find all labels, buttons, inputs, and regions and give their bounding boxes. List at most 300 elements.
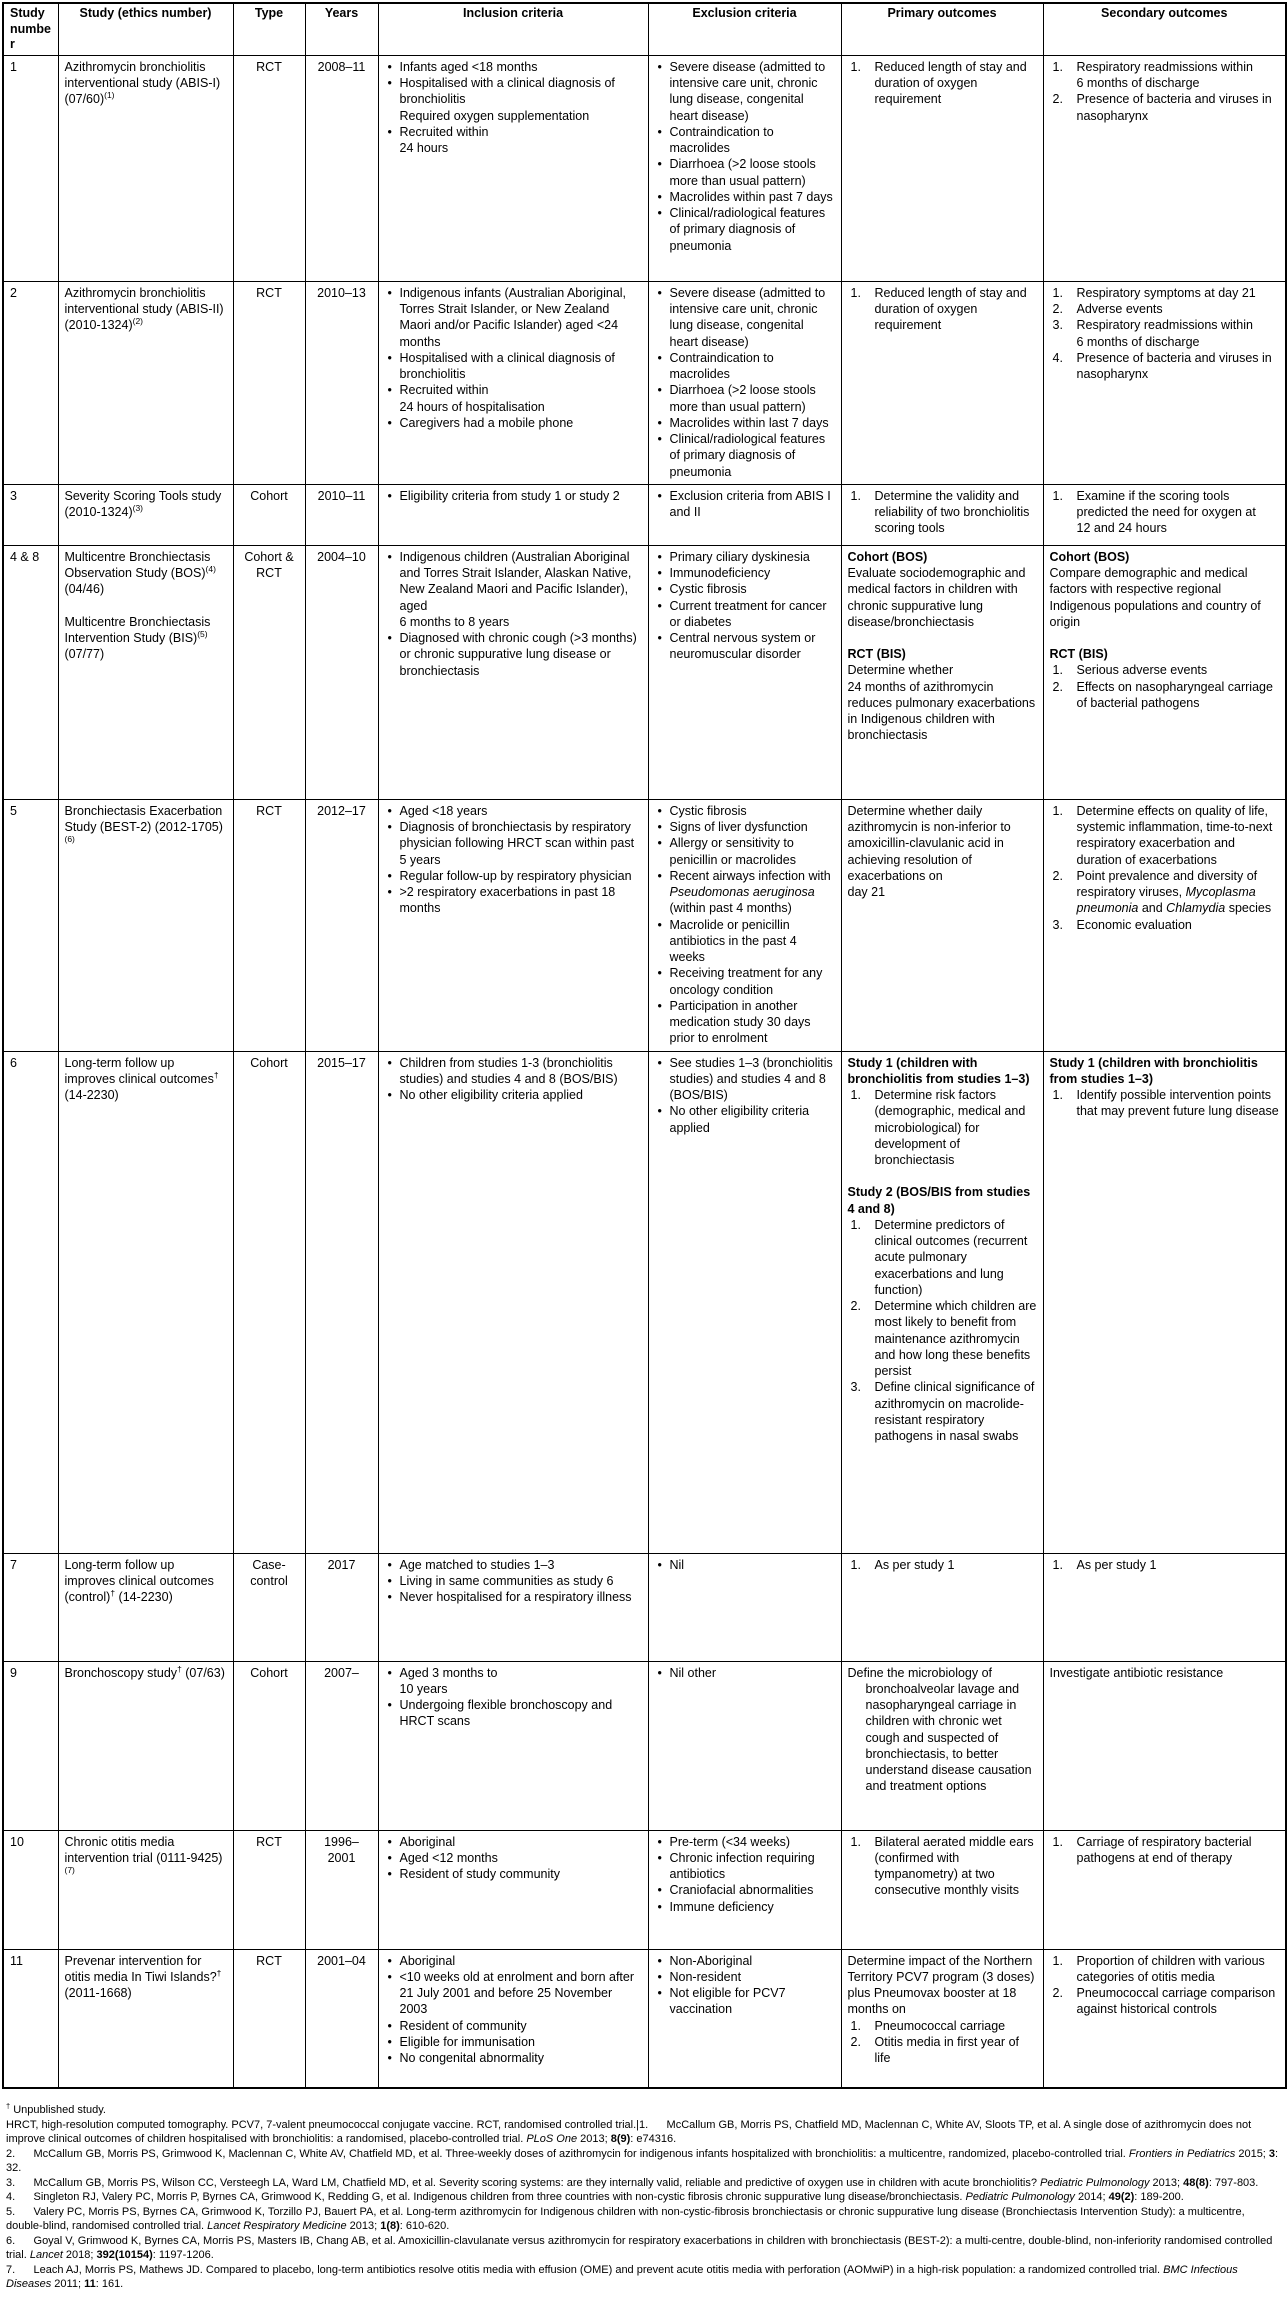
- outcome-block: [1050, 549, 1280, 630]
- numbered-item: Otitis media in first year of life: [874, 2034, 1019, 2066]
- text-line: 2010–11: [317, 488, 366, 503]
- block-heading: Study 2 (BOS/BIS from studies 4 and 8): [847, 1185, 1031, 1216]
- bullet-item: • Exclusion criteria from ABIS I and II: [655, 488, 835, 521]
- numbered-item: Respiratory symptoms at day 21: [1076, 285, 1256, 300]
- bullet-list: [385, 1055, 642, 1104]
- numbered-list: [848, 1217, 1037, 1445]
- bullet-item: • Eligibility criteria from study 1 or study 2: [385, 488, 642, 504]
- bullet-item: • No congenital abnormality: [385, 2050, 642, 2066]
- numbered-list: [1050, 488, 1280, 537]
- cell-exclusion: [648, 1949, 841, 2088]
- table-row: [3, 1661, 1286, 1830]
- block-heading: Study 1 (children with bronchiolitis from studies 1–3): [1049, 1055, 1258, 1086]
- column-header-primary: Primary outcomes: [841, 3, 1043, 55]
- text-line: 2017: [327, 1557, 356, 1572]
- bullet-list: [655, 1055, 835, 1136]
- bullet-list: [385, 803, 642, 917]
- bullet-item: • Regular follow-up by respiratory physician: [385, 868, 642, 884]
- numbered-list: [1050, 59, 1280, 124]
- text-line: 2010–13: [317, 285, 366, 300]
- bullet-item: • Craniofacial abnormalities: [655, 1882, 835, 1898]
- block-text: Determine whether 24 months of azithromycin reduces pulmonary exacerbations in Indigenous children with bronchiectasis: [847, 663, 1036, 743]
- bullet-item: • Living in same communities as study 6: [385, 1573, 642, 1589]
- cell-study-number: [3, 484, 58, 545]
- cell-secondary-outcomes: [1043, 545, 1286, 799]
- block-heading: Study 1 (children with bronchiolitis from studies 1–3): [847, 1055, 1030, 1086]
- bullet-item: • See studies 1–3 (bronchiolitis studies) and studies 4 and 8 (BOS/BIS): [655, 1055, 835, 1104]
- bullet-list: [385, 285, 642, 431]
- footnote-line: 5. Valery PC, Morris PS, Byrnes CA, Grimwood K, Torzillo PJ, Bauert PA, et al. Long-term azithromycin for Indigenous children with non-cystic-fibrosis bronchiectasis or chronic suppurative lung disease (Bronchiectasis Intervention Study): a multicentre, double-blind, randomised controlled trial. Lancet Respiratory Medicine 2013; 1(8): 610-620.: [6, 2205, 1245, 2233]
- cell-years: [305, 1830, 378, 1949]
- bullet-item: • Contraindication to macrolides: [655, 350, 835, 383]
- bullet-item: • Immunodeficiency: [655, 565, 835, 581]
- text-line: 9: [10, 1665, 17, 1680]
- bullet-item: • Resident of study community: [385, 1866, 642, 1882]
- bullet-item: • Aboriginal: [385, 1834, 642, 1850]
- text-line: 1996– 2001: [324, 1834, 359, 1865]
- bullet-item: • Indigenous children (Australian Aboriginal and Torres Strait Islander, Alaskan Native, New Zealand Maori and Pacific Islander), aged 6 months to 8 years: [385, 549, 642, 630]
- numbered-item: Determine which children are most likely to benefit from maintenance azithromycin and how long these benefits persist: [874, 1299, 1037, 1379]
- bullet-item: • Aboriginal: [385, 1953, 642, 1969]
- table-row: [3, 1949, 1286, 2088]
- bullet-list: [655, 488, 835, 521]
- bullet-list: [385, 1953, 642, 2067]
- bullet-list: [655, 1834, 835, 1915]
- numbered-list: [1050, 1953, 1280, 2018]
- bullet-item: • Non-resident: [655, 1969, 835, 1985]
- footnote-line: 4. Singleton RJ, Valery PC, Morris P, Byrnes CA, Grimwood K, Redding G, et al. Indigenous children from three countries with non-cystic fibrosis chronic suppurative lung disease/bronchiectasis. Pediatric Pulmonology 2014; 49(2): 189-200.: [6, 2191, 1184, 2204]
- text-line: 2012–17: [317, 803, 366, 818]
- cell-primary-outcomes: [841, 1949, 1043, 2088]
- bullet-item: • Receiving treatment for any oncology condition: [655, 965, 835, 998]
- cell-primary-outcomes: [841, 1553, 1043, 1661]
- paragraph: Multicentre Bronchiectasis Intervention Study (BIS)$^{(5)}$ (07/77): [64, 614, 211, 662]
- bullet-item: • Hospitalised with a clinical diagnosis of bronchiolitis Required oxygen supplementation: [385, 75, 642, 124]
- footnote-line: 2. McCallum GB, Morris PS, Grimwood K, Maclennan C, White AV, Chatfield MD, et al. Three-weekly doses of azithromycin for indigenous infants hospitalized with bronchiolitis: a multicentre, randomized, placebo-controlled trial. Frontiers in Pediatrics 2015; 3: 32.: [6, 2147, 1279, 2175]
- bullet-item: • Signs of liver dysfunction: [655, 819, 835, 835]
- column-header-exclusion: Exclusion criteria: [648, 3, 841, 55]
- text-line: 7: [10, 1557, 17, 1572]
- numbered-item: As per study 1: [1076, 1557, 1157, 1572]
- outcome-block: [848, 549, 1037, 630]
- cell-study-name: [58, 545, 233, 799]
- bullet-item: • Allergy or sensitivity to penicillin or macrolides: [655, 835, 835, 868]
- numbered-item: Determine predictors of clinical outcomes (recurrent acute pulmonary exacerbations and lung function): [874, 1217, 1028, 1297]
- cell-study-number: [3, 1830, 58, 1949]
- paragraph: Define the microbiology of bronchoalveolar lavage and nasopharyngeal carriage in children with chronic wet cough and suspected of bronchiectasis, to better understand disease causation and treatment options: [847, 1665, 1032, 1794]
- block-heading: Cohort (BOS): [847, 549, 928, 564]
- numbered-list: [1050, 1834, 1280, 1867]
- table-row: [3, 545, 1286, 799]
- table-row: [3, 1051, 1286, 1553]
- bullet-item: • >2 respiratory exacerbations in past 18 months: [385, 884, 642, 917]
- text-line: Long-term follow up improves clinical outcomes† (14-2230): [64, 1055, 219, 1103]
- text-line: 2001–04: [317, 1953, 366, 1968]
- bullet-item: • Aged <18 years: [385, 803, 642, 819]
- block-heading: RCT (BIS): [1049, 647, 1108, 662]
- bullet-item: • Diagnosed with chronic cough (>3 months) or chronic suppurative lung disease or bronchiectasis: [385, 630, 642, 679]
- cell-inclusion: [378, 281, 648, 484]
- footnote-line: 7. Leach AJ, Morris PS, Mathews JD. Compared to placebo, long-term antibiotics resolve otitis media with effusion (OME) and prevent acute otitis media with perforation (AOMwiP) in a high-risk population: a randomized controlled trial. BMC Infectious Diseases 2011; 11: 161.: [6, 2263, 1238, 2291]
- cell-study-number: [3, 1949, 58, 2088]
- numbered-item: Carriage of respiratory bacterial pathogens at end of therapy: [1076, 1834, 1252, 1865]
- cell-exclusion: [648, 1051, 841, 1553]
- cell-years: [305, 281, 378, 484]
- bullet-item: • Cystic fibrosis: [655, 581, 835, 597]
- block-heading: RCT (BIS): [847, 647, 906, 662]
- bullet-item: • Clinical/radiological features of primary diagnosis of pneumonia: [655, 205, 835, 254]
- numbered-item: Determine risk factors (demographic, medical and microbiological) for development of bronchiectasis: [874, 1088, 1026, 1168]
- bullet-item: • Hospitalised with a clinical diagnosis of bronchiolitis: [385, 350, 642, 383]
- cell-study-number: [3, 1051, 58, 1553]
- cell-secondary-outcomes: [1043, 1661, 1286, 1830]
- text-line: Cohort: [250, 1055, 288, 1070]
- numbered-list: [848, 59, 1037, 108]
- cell-inclusion: [378, 55, 648, 281]
- bullet-item: • Diagnosis of bronchiectasis by respiratory physician following HRCT scan within past 5 years: [385, 819, 642, 868]
- bullet-item: • Diarrhoea (>2 loose stools more than usual pattern): [655, 382, 835, 415]
- outcome-block: [848, 1055, 1037, 1169]
- cell-study-name: [58, 1661, 233, 1830]
- cell-study-name: [58, 1051, 233, 1553]
- bullet-list: [655, 59, 835, 254]
- cell-secondary-outcomes: [1043, 1949, 1286, 2088]
- cell-inclusion: [378, 545, 648, 799]
- column-header-years: Years: [305, 3, 378, 55]
- header-row: [3, 3, 1286, 55]
- text-line: 5: [10, 803, 17, 818]
- cell-exclusion: [648, 1553, 841, 1661]
- bullet-item: • Immune deficiency: [655, 1899, 835, 1915]
- numbered-item: Define clinical significance of azithromycin on macrolide-resistant respiratory pathogens in nasal swabs: [874, 1380, 1035, 1444]
- text-line: 10: [10, 1834, 24, 1849]
- bullet-list: [655, 803, 835, 1047]
- text-line: RCT: [256, 1834, 282, 1849]
- block-text: Evaluate sociodemographic and medical factors in children with chronic suppurative lung disease/bronchiectasis: [847, 566, 1026, 629]
- numbered-list: [848, 1087, 1037, 1168]
- cell-primary-outcomes: [841, 1830, 1043, 1949]
- bullet-item: • Children from studies 1-3 (bronchiolitis studies) and studies 4 and 8 (BOS/BIS): [385, 1055, 642, 1088]
- numbered-list: [848, 1557, 1037, 1573]
- cell-type: [233, 1553, 305, 1661]
- cell-exclusion: [648, 55, 841, 281]
- numbered-item: Presence of bacteria and viruses in nasopharynx: [1076, 92, 1272, 123]
- text-line: Cohort & RCT: [244, 549, 294, 581]
- numbered-item: Point prevalence and diversity of respiratory viruses, Mycoplasma pneumonia and Chlamydia species: [1076, 868, 1272, 916]
- numbered-item: As per study 1: [874, 1557, 955, 1572]
- text-line: RCT: [256, 1953, 282, 1968]
- cell-study-number: [3, 799, 58, 1051]
- text-line: Prevenar intervention for otitis media In Tiwi Islands?† (2011-1668): [64, 1953, 222, 2001]
- cell-inclusion: [378, 484, 648, 545]
- text-line: Azithromycin bronchiolitis interventional study (ABIS-II) (2010-1324)$^{(2)}$: [64, 285, 224, 333]
- cell-inclusion: [378, 799, 648, 1051]
- cell-inclusion: [378, 1553, 648, 1661]
- bullet-list: [385, 488, 642, 504]
- cell-years: [305, 55, 378, 281]
- cell-years: [305, 799, 378, 1051]
- footnote-line: † Unpublished study.: [6, 2101, 106, 2117]
- cell-secondary-outcomes: [1043, 55, 1286, 281]
- bullet-item: • Infants aged <18 months: [385, 59, 642, 75]
- bullet-item: • Pre-term (<34 weeks): [655, 1834, 835, 1850]
- numbered-item: Economic evaluation: [1076, 917, 1192, 932]
- bullet-item: • Aged <12 months: [385, 1850, 642, 1866]
- paragraph: Multicentre Bronchiectasis Observation Study (BOS)$^{(4)}$ (04/46): [64, 549, 216, 597]
- numbered-list: [848, 488, 1037, 537]
- text-line: 2004–10: [317, 549, 366, 564]
- cell-type: [233, 799, 305, 1051]
- cell-secondary-outcomes: [1043, 1553, 1286, 1661]
- bullet-list: [655, 1953, 835, 2018]
- text-line: 2008–11: [317, 59, 366, 74]
- bullet-item: • Current treatment for cancer or diabetes: [655, 598, 835, 631]
- cell-primary-outcomes: [841, 55, 1043, 281]
- cell-secondary-outcomes: [1043, 799, 1286, 1051]
- cell-study-number: [3, 1553, 58, 1661]
- bullet-item: • Recruited within 24 hours: [385, 124, 642, 157]
- numbered-list: [848, 285, 1037, 334]
- bullet-item: • Indigenous infants (Australian Aboriginal, Torres Strait Islander, or New Zealand Maori and/or Pacific Islander) aged <24 months: [385, 285, 642, 350]
- studies-table: [2, 2, 1287, 2089]
- cell-years: [305, 1553, 378, 1661]
- paragraph: Determine impact of the Northern Territory PCV7 program (3 doses) plus Pneumovax booster at 18 months on: [847, 1953, 1035, 2017]
- cell-type: [233, 1949, 305, 2088]
- cell-study-name: [58, 281, 233, 484]
- column-header-inclusion: Inclusion criteria: [378, 3, 648, 55]
- text-line: 3: [10, 488, 17, 503]
- outcome-block: [848, 646, 1037, 744]
- cell-type: [233, 545, 305, 799]
- cell-study-number: [3, 1661, 58, 1830]
- bullet-list: [655, 549, 835, 663]
- numbered-list: [1050, 662, 1280, 711]
- column-header-study: Study (ethics number): [58, 3, 233, 55]
- bullet-list: [385, 1557, 642, 1606]
- table-row: [3, 799, 1286, 1051]
- text-line: 2: [10, 285, 17, 300]
- cell-study-number: [3, 281, 58, 484]
- cell-study-name: [58, 799, 233, 1051]
- cell-inclusion: [378, 1661, 648, 1830]
- bullet-item: • Resident of community: [385, 2018, 642, 2034]
- bullet-item: • Primary ciliary dyskinesia: [655, 549, 835, 565]
- footnote-line: 6. Goyal V, Grimwood K, Byrnes CA, Morris PS, Masters IB, Chang AB, et al. Amoxicillin-clavulanate versus azithromycin for respiratory exacerbations in children with bronchiectasis (BEST-2): a multi-centre, double-blind, non-inferiority randomised controlled trial. Lancet 2018; 392(10154): 1197-1206.: [6, 2234, 1273, 2262]
- bullet-list: [385, 1834, 642, 1883]
- numbered-item: Reduced length of stay and duration of oxygen requirement: [874, 285, 1027, 333]
- block-text: Compare demographic and medical factors with respective regional Indigenous populations and country of origin: [1049, 566, 1261, 629]
- numbered-list: [1050, 803, 1280, 933]
- bullet-item: • Nil other: [655, 1665, 835, 1681]
- studies-table-body: [3, 55, 1286, 2088]
- numbered-list: [1050, 1557, 1280, 1573]
- table-row: [3, 1553, 1286, 1661]
- cell-primary-outcomes: [841, 545, 1043, 799]
- cell-exclusion: [648, 799, 841, 1051]
- numbered-item: Pneumococcal carriage comparison against historical controls: [1076, 1986, 1276, 2017]
- text-line: 4 & 8: [10, 549, 40, 564]
- bullet-item: • Clinical/radiological features of primary diagnosis of pneumonia: [655, 431, 835, 480]
- cell-exclusion: [648, 281, 841, 484]
- column-header-type: Type: [233, 3, 305, 55]
- bullet-list: [385, 1665, 642, 1730]
- numbered-item: Respiratory readmissions within 6 months of discharge: [1076, 59, 1253, 91]
- paragraph: Investigate antibiotic resistance: [1049, 1665, 1224, 1680]
- text-line: 6: [10, 1055, 17, 1070]
- text-line: RCT: [256, 803, 282, 818]
- cell-type: [233, 281, 305, 484]
- numbered-list: [848, 2018, 1037, 2067]
- bullet-item: • Aged 3 months to 10 years: [385, 1665, 642, 1698]
- cell-type: [233, 1830, 305, 1949]
- numbered-item: Presence of bacteria and viruses in nasopharynx: [1076, 350, 1272, 382]
- bullet-item: • Chronic infection requiring antibiotics: [655, 1850, 835, 1883]
- text-line: Severity Scoring Tools study (2010-1324)$^{(3)}$: [64, 488, 222, 520]
- cell-years: [305, 1051, 378, 1553]
- bullet-item: • Nil: [655, 1557, 835, 1573]
- cell-study-name: [58, 1949, 233, 2088]
- bullet-item: • Diarrhoea (>2 loose stools more than usual pattern): [655, 156, 835, 189]
- bullet-item: • Eligible for immunisation: [385, 2034, 642, 2050]
- text-line: Case-control: [250, 1557, 288, 1588]
- table-row: [3, 55, 1286, 281]
- numbered-item: Reduced length of stay and duration of oxygen requirement: [874, 59, 1027, 107]
- text-line: RCT: [256, 285, 282, 300]
- cell-exclusion: [648, 545, 841, 799]
- bullet-list: [385, 59, 642, 157]
- cell-study-name: [58, 484, 233, 545]
- numbered-item: Determine effects on quality of life, systemic inflammation, time-to-next respiratory exacerbation and duration of exacerbations: [1076, 803, 1273, 867]
- table-row: [3, 281, 1286, 484]
- numbered-item: Determine the validity and reliability of two bronchiolitis scoring tools: [874, 488, 1030, 536]
- numbered-item: Identify possible intervention points that may prevent future lung disease: [1076, 1088, 1279, 1119]
- outcome-block: [848, 1184, 1037, 1444]
- bullet-list: [655, 285, 835, 480]
- cell-study-number: [3, 545, 58, 799]
- cell-primary-outcomes: [841, 281, 1043, 484]
- text-line: 2007–: [324, 1665, 359, 1680]
- numbered-item: Bilateral aerated middle ears (confirmed with tympanometry) at two consecutive monthly visits: [874, 1834, 1034, 1898]
- numbered-item: Proportion of children with various categories of otitis media: [1076, 1953, 1265, 1984]
- bullet-list: [655, 1557, 835, 1573]
- text-line: Bronchiectasis Exacerbation Study (BEST-2) (2012-1705)$^{(6)}$: [64, 803, 223, 845]
- footnote-line: HRCT, high-resolution computed tomography. PCV7, 7-valent pneumococcal conjugate vaccine. RCT, randomised controlled trial.|1. McCallum GB, Morris PS, Chatfield MD, Maclennan C, White AV, Sloots TP, et al. A single dose of azithromycin does not improve clinical outcomes of children hospitalised with bronchiolitis: a randomised, placebo-controlled trial. PLoS One 2013; 8(9): e74316.: [6, 2118, 1252, 2146]
- numbered-list: [1050, 285, 1280, 383]
- text-line: 2015–17: [317, 1055, 366, 1070]
- column-header-study-number: Study number: [3, 3, 58, 55]
- cell-type: [233, 1051, 305, 1553]
- text-line: Cohort: [250, 488, 288, 503]
- table-row: [3, 484, 1286, 545]
- cell-secondary-outcomes: [1043, 1830, 1286, 1949]
- cell-secondary-outcomes: [1043, 484, 1286, 545]
- cell-inclusion: [378, 1830, 648, 1949]
- bullet-item: • Recent airways infection with Pseudomonas aeruginosa (within past 4 months): [655, 868, 835, 917]
- bullet-item: • Age matched to studies 1–3: [385, 1557, 642, 1573]
- numbered-item: Respiratory readmissions within 6 months of discharge: [1076, 318, 1253, 349]
- text-line: Bronchoscopy study† (07/63): [64, 1663, 225, 1680]
- cell-type: [233, 55, 305, 281]
- cell-years: [305, 1661, 378, 1830]
- text-line: Long-term follow up improves clinical outcomes (control)† (14-2230): [64, 1557, 214, 1605]
- bullet-item: • Caregivers had a mobile phone: [385, 415, 642, 431]
- cell-exclusion: [648, 1830, 841, 1949]
- text-line: Cohort: [250, 1665, 288, 1680]
- text-line: Chronic otitis media intervention trial (0111-9425)$^{(7)}$: [64, 1834, 223, 1875]
- cell-years: [305, 545, 378, 799]
- cell-study-name: [58, 1830, 233, 1949]
- cell-primary-outcomes: [841, 799, 1043, 1051]
- cell-study-name: [58, 55, 233, 281]
- paragraph: Determine whether daily azithromycin is non-inferior to amoxicillin-clavulanic acid in achieving resolution of exacerbations on day 21: [847, 803, 1011, 900]
- cell-inclusion: [378, 1051, 648, 1553]
- bullet-item: • Central nervous system or neuromuscular disorder: [655, 630, 835, 663]
- cell-study-number: [3, 55, 58, 281]
- cell-study-name: [58, 1553, 233, 1661]
- cell-primary-outcomes: [841, 484, 1043, 545]
- bullet-item: • No other eligibility criteria applied: [655, 1103, 835, 1136]
- cell-secondary-outcomes: [1043, 281, 1286, 484]
- bullet-item: • Cystic fibrosis: [655, 803, 835, 819]
- bullet-item: • No other eligibility criteria applied: [385, 1087, 642, 1103]
- column-header-secondary: Secondary outcomes: [1043, 3, 1286, 55]
- bullet-item: • Non-Aboriginal: [655, 1953, 835, 1969]
- text-line: RCT: [256, 59, 282, 74]
- block-heading: Cohort (BOS): [1049, 549, 1130, 564]
- table-row: [3, 1830, 1286, 1949]
- cell-exclusion: [648, 1661, 841, 1830]
- cell-type: [233, 1661, 305, 1830]
- bullet-item: • Contraindication to macrolides: [655, 124, 835, 157]
- cell-exclusion: [648, 484, 841, 545]
- bullet-item: • Recruited within 24 hours of hospitalisation: [385, 382, 642, 415]
- cell-years: [305, 1949, 378, 2088]
- numbered-item: Serious adverse events: [1076, 663, 1208, 678]
- cell-secondary-outcomes: [1043, 1051, 1286, 1553]
- bullet-list: [655, 1665, 835, 1681]
- numbered-item: Pneumococcal carriage: [874, 2018, 1006, 2033]
- text-line: 11: [10, 1953, 23, 1968]
- cell-primary-outcomes: [841, 1661, 1043, 1830]
- numbered-item: Adverse events: [1076, 302, 1163, 317]
- bullet-item: • Severe disease (admitted to intensive care unit, chronic lung disease, congenital heart disease): [655, 59, 835, 124]
- bullet-item: • Severe disease (admitted to intensive care unit, chronic lung disease, congenital heart disease): [655, 285, 835, 350]
- footnote-line: 3. McCallum GB, Morris PS, Wilson CC, Versteegh LA, Ward LM, Chatfield MD, et al. Severity scoring systems: are they internally valid, reliable and predictive of oxygen use in children with acute bronchiolitis? Pediatric Pulmonology 2013; 48(8): 797-803.: [6, 2176, 1259, 2189]
- bullet-item: • Not eligible for PCV7 vaccination: [655, 1985, 835, 2018]
- cell-inclusion: [378, 1949, 648, 2088]
- numbered-list: [848, 1834, 1037, 1899]
- numbered-item: Examine if the scoring tools predicted the need for oxygen at 12 and 24 hours: [1076, 488, 1256, 536]
- bullet-item: • Never hospitalised for a respiratory illness: [385, 1589, 642, 1605]
- bullet-item: • Participation in another medication study 30 days prior to enrolment: [655, 998, 835, 1047]
- bullet-item: • Macrolides within last 7 days: [655, 415, 835, 431]
- numbered-list: [1050, 1087, 1280, 1120]
- outcome-block: [1050, 1055, 1280, 1120]
- numbered-item: Effects on nasopharyngeal carriage of bacterial pathogens: [1076, 679, 1273, 710]
- outcome-block: [1050, 646, 1280, 711]
- table-header: [3, 3, 1286, 55]
- text-line: 1: [10, 59, 17, 74]
- bullet-item: • <10 weeks old at enrolment and born after 21 July 2001 and before 25 November 2003: [385, 1969, 642, 2018]
- cell-type: [233, 484, 305, 545]
- bullet-item: • Macrolides within past 7 days: [655, 189, 835, 205]
- bullet-item: • Macrolide or penicillin antibiotics in the past 4 weeks: [655, 917, 835, 966]
- cell-years: [305, 484, 378, 545]
- cell-primary-outcomes: [841, 1051, 1043, 1553]
- bullet-list: [385, 549, 642, 679]
- text-line: Azithromycin bronchiolitis interventional study (ABIS-I) $(07/60)^{(1)}$: [64, 59, 221, 107]
- bullet-item: • Undergoing flexible bronchoscopy and HRCT scans: [385, 1697, 642, 1730]
